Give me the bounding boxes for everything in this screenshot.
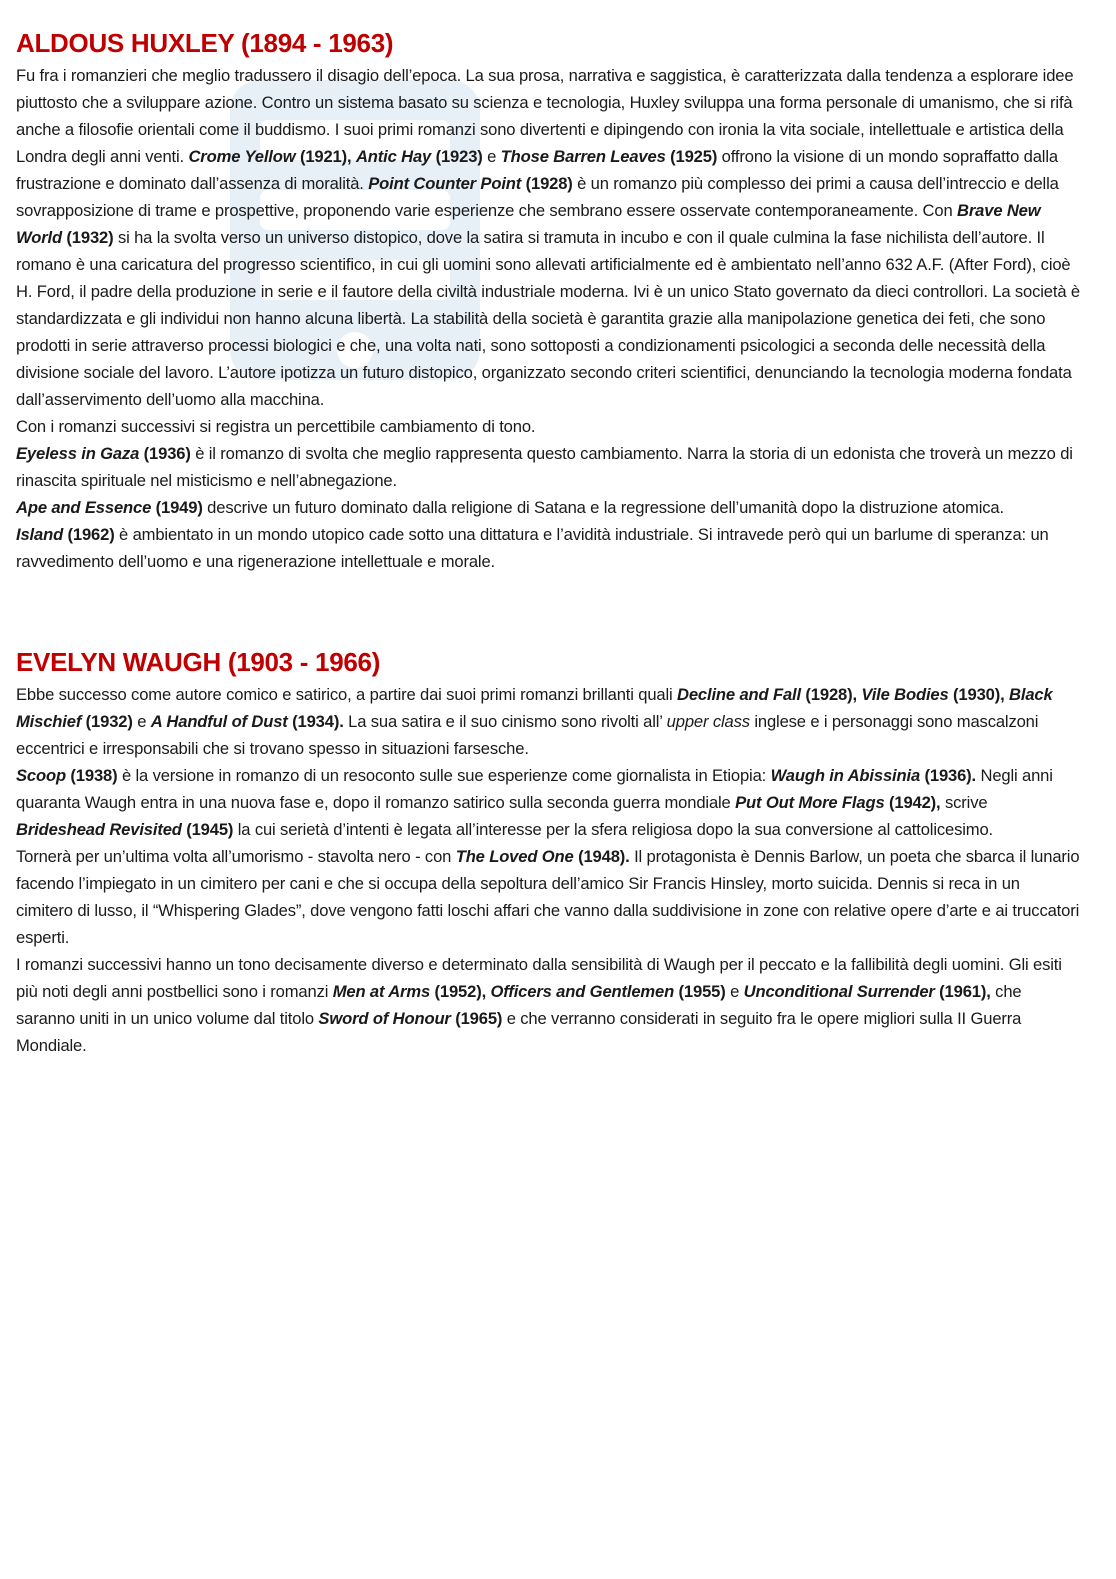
- work-title: Sword of Honour: [318, 1009, 451, 1028]
- paragraph-huxley-eyeless: [16, 440, 1080, 494]
- work-title: Unconditional Surrender: [743, 982, 935, 1001]
- work-title: Point Counter Point: [368, 174, 522, 193]
- text-run: inglese e i personaggi sono mascalzoni eccentrici e irresponsabili che si trovano spesso in situazioni farsesche.: [16, 712, 1039, 758]
- work-title: Scoop: [16, 766, 66, 785]
- work-title: Black Mischief: [16, 685, 1053, 731]
- work-year: (1965): [450, 1009, 503, 1028]
- text-run: Ebbe successo come autore comico e satirico, a partire dai suoi primi romanzi brillanti quali: [16, 685, 678, 704]
- work-title: Put Out More Flags: [735, 793, 885, 812]
- text-run: e: [482, 147, 501, 166]
- work-year: (1936).: [920, 766, 977, 785]
- work-title: Antic Hay: [355, 147, 432, 166]
- text-run: e: [725, 982, 744, 1001]
- text-run: si ha la svolta verso un universo distopico, dove la satira si tramuta in incubo e con il quale culmina la fase nichilista dell’autore. Il romano è una caricatura del progresso scientifico, in cui gli uomini sono allevati artificialmente ed è ambientato nell’anno 632 A.F. (After Ford), cioè H. Ford, il padre della produzione in serie e il fautore della civiltà industriale moderna. Ivi è un unico Stato governato da dieci controllori. La società è standardizzata e gli individui non hanno alcuna libertà. La stabilità della società è garantita grazie alla manipolazione genetica dei feti, che sono prodotti in serie attraverso processi biologici e che, una volta nati, sono sottoposti a condizionamenti psicologici a seconda delle necessità della divisione sociale del lavoro. L’autore ipotizza un futuro distopico, organizzato secondo criteri scientifici, denunciando la tecnologia moderna fondata dall’asservimento dell’uomo alla macchina.: [16, 228, 1080, 409]
- work-year: (1936): [139, 444, 191, 463]
- document-page: [16, 26, 1080, 1059]
- work-title: Brave New World: [16, 201, 1041, 247]
- work-title: The Loved One: [455, 847, 574, 866]
- work-year: (1923): [431, 147, 483, 166]
- text-run: scrive: [940, 793, 988, 812]
- work-year: (1962): [63, 525, 115, 544]
- work-title: Those Barren Leaves: [500, 147, 666, 166]
- text-run: e: [132, 712, 151, 731]
- text-run: è ambientato in un mondo utopico cade sotto una dittatura e l’avidità industriale. Si intravede però qui un barlume di speranza: un ravvedimento dell’uomo e una rigenerazione intellettuale e morale.: [16, 525, 1049, 571]
- work-title: Eyeless in Gaza: [16, 444, 140, 463]
- work-year: (1934).: [287, 712, 344, 731]
- text-run: offrono la visione di un mondo sopraffatto dalla frustrazione e dominato dall’assenza di moralità.: [16, 147, 1058, 193]
- paragraph-huxley-island: [16, 521, 1080, 575]
- text-run: La sua satira e il suo cinismo sono rivolti all’: [343, 712, 667, 731]
- text-run: I romanzi successivi hanno un tono decisamente diverso e determinato dalla sensibilità di Waugh per il peccato e la fallibilità degli uomini. Gli esiti più noti degli anni postbellici sono i romanzi: [16, 955, 1062, 1001]
- paragraph-waugh-loved-one: [16, 843, 1080, 951]
- paragraph-huxley-ape: [16, 494, 1080, 521]
- paragraph-huxley-change: Con i romanzi successivi si registra un percettibile cambiamento di tono.: [16, 417, 536, 436]
- work-year: (1948).: [573, 847, 630, 866]
- section-waugh: [16, 645, 1080, 1059]
- work-title: Crome Yellow: [188, 147, 296, 166]
- text-run: è la versione in romanzo di un resoconto sulle sue esperienze come giornalista in Etiopia:: [117, 766, 771, 785]
- text-run: Negli anni quaranta Waugh entra in una nuova fase e, dopo il romanzo satirico sulla seconda guerra mondiale: [16, 766, 1053, 812]
- work-year: (1921),: [295, 147, 356, 166]
- work-year: (1938): [65, 766, 118, 785]
- section-huxley: [16, 26, 1080, 575]
- work-title: Officers and Gentlemen: [490, 982, 675, 1001]
- italic-term: upper class: [666, 712, 750, 731]
- paragraph-waugh-later: [16, 951, 1080, 1059]
- text-run: è un romanzo più complesso dei primi a causa dell’intreccio e della sovrapposizione di trame e prospettive, proponendo varie esperienze che sembrano essere osservate contemporaneamente. Con: [16, 174, 1059, 220]
- text-run: è il romanzo di svolta che meglio rappresenta questo cambiamento. Narra la storia di un edonista che troverà un mezzo di rinascita spirituale nel misticismo e nell’abnegazione.: [16, 444, 1073, 490]
- work-year: (1955): [674, 982, 726, 1001]
- section-title-waugh: EVELYN WAUGH (1903 - 1966): [16, 647, 381, 677]
- work-year: (1945): [181, 820, 234, 839]
- text-run: Tornerà per un’ultima volta all’umorismo - stavolta nero - con: [16, 847, 456, 866]
- work-title: Vile Bodies: [861, 685, 949, 704]
- work-year: (1928): [521, 174, 573, 193]
- text-run: Il protagonista è Dennis Barlow, un poeta che sbarca il lunario facendo l’impiegato in un cimitero per cani e che si occupa della sepoltura dell’amico Sir Francis Hinsley, morto suicida. Dennis si reca in un cimitero di lusso, il “Whispering Glades”, dove vengono fatti loschi affari che vanno dalla suddivisione in zone con relative opere d’arte e ai truccatori esperti.: [16, 847, 1080, 947]
- text-run: che saranno uniti in un unico volume dal titolo: [16, 982, 1022, 1028]
- paragraph-waugh-intro: [16, 681, 1080, 762]
- text-run: descrive un futuro dominato dalla religione di Satana e la regressione dell’umanità dopo la distruzione atomica.: [202, 498, 1004, 517]
- section-title-huxley: ALDOUS HUXLEY (1894 - 1963): [16, 28, 394, 58]
- work-year: (1942),: [884, 793, 941, 812]
- work-year: (1952),: [430, 982, 491, 1001]
- work-title: Ape and Essence: [16, 498, 152, 517]
- work-title: A Handful of Dust: [150, 712, 288, 731]
- work-year: (1928),: [800, 685, 862, 704]
- work-title: Decline and Fall: [677, 685, 801, 704]
- work-year: (1932): [61, 228, 114, 247]
- work-year: (1925): [665, 147, 718, 166]
- work-title: Men at Arms: [332, 982, 431, 1001]
- work-title: Brideshead Revisited: [16, 820, 182, 839]
- paragraph-huxley-intro: [16, 62, 1080, 413]
- work-year: (1949): [151, 498, 203, 517]
- text-run: la cui serietà d’intenti è legata all’interesse per la sfera religiosa dopo la sua conversione al cattolicesimo.: [233, 820, 993, 839]
- paragraph-waugh-scoop: [16, 762, 1080, 843]
- work-year: (1932): [81, 712, 133, 731]
- section-spacer: [16, 575, 1080, 645]
- text-run: e che verranno considerati in seguito fra le opere migliori sulla II Guerra Mondiale.: [16, 1009, 1022, 1055]
- work-title: Waugh in Abissinia: [770, 766, 921, 785]
- text-run: Fu fra i romanzieri che meglio tradussero il disagio dell’epoca. La sua prosa, narrativa e saggistica, è caratterizzata dalla tendenza a esplorare idee piuttosto che a sviluppare azione. Contro un sistema basato su scienza e tecnologia, Huxley sviluppa una forma personale di umanismo, che si rifà anche a filosofie orientali come il buddismo. I suoi primi romanzi sono divertenti e dipingendo con ironia la vita sociale, intellettuale e artistica della Londra degli anni venti.: [16, 66, 1074, 166]
- work-title: Island: [16, 525, 64, 544]
- work-year: (1961),: [934, 982, 991, 1001]
- work-year: (1930),: [948, 685, 1010, 704]
